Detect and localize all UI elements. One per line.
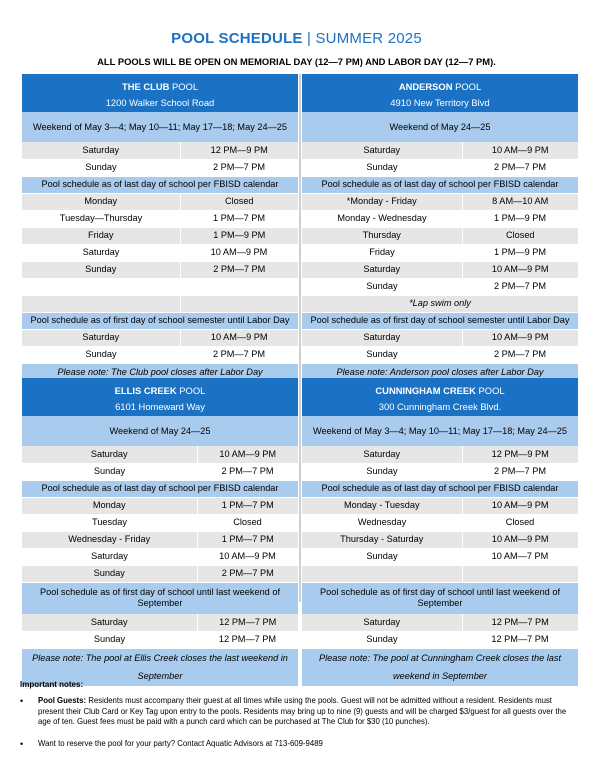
- ellis-pool-name: ELLIS CREEK POOL: [22, 378, 298, 396]
- page-subtitle: ALL POOLS WILL BE OPEN ON MEMORIAL DAY (12—7 PM) AND LABOR DAY (12—7 PM).: [97, 56, 496, 67]
- table-row: Saturday 10 AM—9 PM: [302, 329, 578, 346]
- table-row: Sunday 2 PM—7 PM: [302, 278, 578, 295]
- anderson-lap-swim-note: *Lap swim only: [302, 295, 578, 312]
- table-row: Saturday 12 PM—7 PM: [22, 614, 298, 631]
- column-divider: [299, 74, 301, 602]
- cunningham-first-day-title: Pool schedule as of first day of school until last weekend of September: [302, 582, 578, 614]
- table-row: Monday 1 PM—7 PM: [22, 497, 298, 514]
- ellis-last-day-title: Pool schedule as of last day of school per FBISD calendar: [22, 480, 298, 497]
- club-weekend-title: Weekend of May 3—4; May 10—11; May 17—18; May 24—25: [22, 112, 298, 142]
- table-row: Sunday 2 PM—7 PM: [302, 463, 578, 480]
- table-row: Saturday 12 PM—9 PM: [22, 142, 298, 159]
- table-row: Saturday 10 AM—9 PM: [22, 329, 298, 346]
- table-row: Monday - Tuesday 10 AM—9 PM: [302, 497, 578, 514]
- table-row: Tuesday—Thursday 1 PM—7 PM: [22, 210, 298, 227]
- club-pool-address: 1200 Walker School Road: [22, 92, 298, 112]
- page-title: POOL SCHEDULE | SUMMER 2025: [171, 30, 422, 47]
- table-row: Sunday 2 PM—7 PM: [22, 159, 298, 176]
- anderson-pool-section: [302, 74, 578, 381]
- club-first-day-title: Pool schedule as of first day of school semester until Labor Day: [22, 312, 298, 329]
- table-row: [22, 278, 298, 295]
- table-row: Saturday 10 AM—9 PM: [302, 142, 578, 159]
- list-item: • Want to reserve the pool for your party? Contact Aquatic Advisors at 713-609-9489: [20, 738, 323, 749]
- cunningham-creek-pool-section: [302, 378, 578, 686]
- table-row: Sunday 10 AM—7 PM: [302, 548, 578, 565]
- table-row: Saturday 10 AM—9 PM: [302, 261, 578, 278]
- table-row: Sunday 2 PM—7 PM: [302, 159, 578, 176]
- anderson-weekend-title: Weekend of May 24—25: [302, 112, 578, 142]
- club-closing-note: Please note: The Club pool closes after Labor Day: [22, 363, 298, 381]
- table-row: Friday 1 PM—9 PM: [302, 244, 578, 261]
- table-row: Sunday 2 PM—7 PM: [22, 565, 298, 582]
- table-row: Friday 1 PM—9 PM: [22, 227, 298, 244]
- list-item: • Pool Guests: Residents must accompany their guest at all times while using the pools. Guest will not be admitted without a resident. Residents must present their Club Card or Key Tag upon entry to the pools. Residents may bring up to nine (9) guests and will be charged $3/guest for all guests over the age of ten. Guest fees must be paid with a punch card which can be purchased at The Club for $30 (10 punches).: [20, 696, 567, 727]
- club-pool-name: THE CLUB POOL: [22, 74, 298, 92]
- table-row: Saturday 12 PM—9 PM: [302, 446, 578, 463]
- table-row: Monday Closed: [22, 193, 298, 210]
- ellis-closing-note: Please note: The pool at Ellis Creek closes the last weekend in September: [22, 648, 298, 686]
- table-row: Sunday 2 PM—7 PM: [22, 346, 298, 363]
- table-row: Saturday 10 AM—9 PM: [22, 446, 298, 463]
- table-row: Thursday Closed: [302, 227, 578, 244]
- ellis-first-day-title: Pool schedule as of first day of school until last weekend of September: [22, 582, 298, 614]
- anderson-closing-note: Please note: Anderson pool closes after Labor Day: [302, 363, 578, 381]
- cunningham-weekend-title: Weekend of May 3—4; May 10—11; May 17—18; May 24—25: [302, 416, 578, 446]
- club-last-day-title: Pool schedule as of last day of school per FBISD calendar: [22, 176, 298, 193]
- cunningham-pool-name: CUNNINGHAM CREEK POOL: [302, 378, 578, 396]
- anderson-last-day-title: Pool schedule as of last day of school per FBISD calendar: [302, 176, 578, 193]
- table-row: Wednesday - Friday 1 PM—7 PM: [22, 531, 298, 548]
- club-pool-section: [22, 74, 298, 381]
- table-row: Sunday 2 PM—7 PM: [22, 261, 298, 278]
- table-row: Sunday 2 PM—7 PM: [302, 346, 578, 363]
- bullet-icon: •: [20, 738, 24, 749]
- cunningham-pool-address: 300 Cunningham Creek Blvd.: [302, 396, 578, 416]
- table-row: Sunday 12 PM—7 PM: [302, 631, 578, 648]
- bullet-icon: •: [20, 696, 24, 707]
- table-row: Saturday 10 AM—9 PM: [22, 244, 298, 261]
- anderson-pool-name: ANDERSON POOL: [302, 74, 578, 92]
- ellis-creek-pool-section: [22, 378, 298, 686]
- table-row: Sunday 12 PM—7 PM: [22, 631, 298, 648]
- anderson-pool-address: 4910 New Territory Blvd: [302, 92, 578, 112]
- important-notes: [20, 680, 575, 760]
- ellis-weekend-title: Weekend of May 24—25: [22, 416, 298, 446]
- table-row: Monday - Wednesday 1 PM—9 PM: [302, 210, 578, 227]
- anderson-first-day-title: Pool schedule as of first day of school semester until Labor Day: [302, 312, 578, 329]
- table-row: Saturday 12 PM—7 PM: [302, 614, 578, 631]
- notes-heading: Important notes:: [20, 680, 84, 689]
- table-row: Tuesday Closed: [22, 514, 298, 531]
- ellis-pool-address: 6101 Homeward Way: [22, 396, 298, 416]
- table-row: [22, 295, 298, 312]
- table-row: Sunday 2 PM—7 PM: [22, 463, 298, 480]
- table-row: [302, 565, 578, 582]
- cunningham-closing-note: Please note: The pool at Cunningham Creek closes the last weekend in September: [302, 648, 578, 686]
- table-row: Wednesday Closed: [302, 514, 578, 531]
- table-row: *Monday - Friday 8 AM—10 AM: [302, 193, 578, 210]
- table-row: Saturday 10 AM—9 PM: [22, 548, 298, 565]
- cunningham-last-day-title: Pool schedule as of last day of school per FBISD calendar: [302, 480, 578, 497]
- table-row: Thursday - Saturday 10 AM—9 PM: [302, 531, 578, 548]
